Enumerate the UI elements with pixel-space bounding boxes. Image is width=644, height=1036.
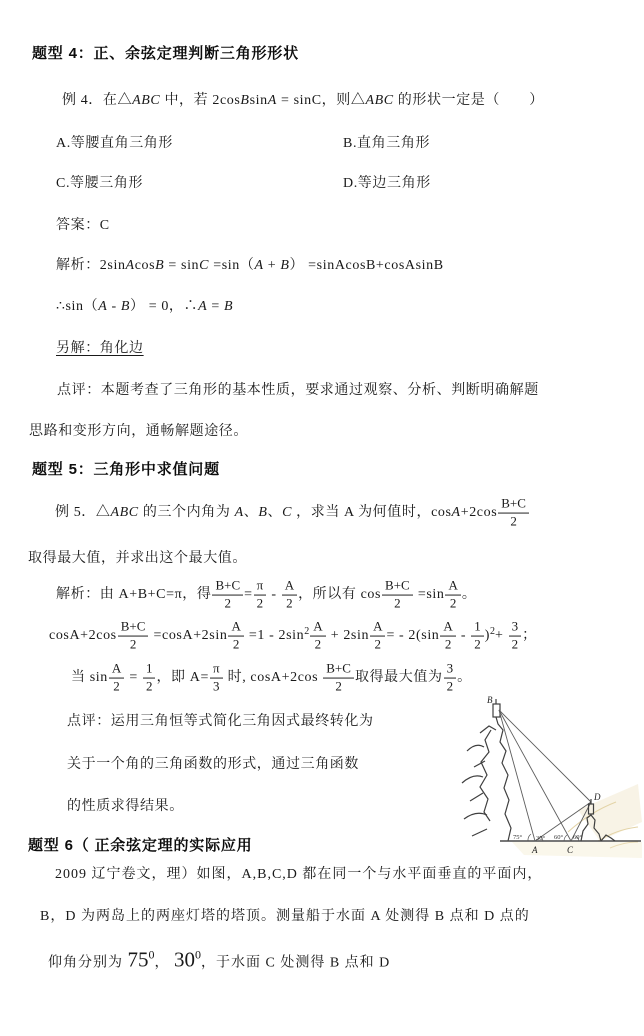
cliff-sketch [462,699,511,841]
sec4-option-c: C.等腰三角形 [56,176,144,191]
angle-30: 30° [536,835,546,842]
sec5-comment-line1: 点评：运用三角恒等式简化三角因式最终转化为 [67,714,374,729]
sight-lines-from-b [499,710,591,841]
label-d: D [594,792,601,802]
sec4-example: 例 4．在△ABC 中，若 2cosBsinA = sinC，则△ABC 的形状一定是（ ） [62,93,544,108]
sec4-comment-line1: 点评：本题考查了三角形的基本性质，要求通过观察、分析、判断明确解题 [57,383,539,398]
label-c: C [567,845,574,855]
sec5-analysis-line1: 解析：由 A+B+C=π，得 $\frac{B+C}{2}$ = $\frac{\pi}{2}$ - $\frac{A}{2}$ ，所以有 cos $\frac{B+C}{2}$ =sin $\frac{A}{2}$ 。 [56,577,477,611]
sec5-analysis-line2: cosA+2cos $\frac{B+C}{2}$ =cosA+2sin $\frac{A}{2}$ $=1 - 2\sin^2$ $\frac{A}{2}$ + 2sin $\frac{A}{2}$ = - 2(sin $\frac{A}{2}$ - $\frac{1}{2}$ )$^2$+ $\frac{3}{2}$ ； [49,618,537,652]
sec4-heading: 题型 4：正、余弦定理判断三角形形状 [32,45,299,62]
label-a: A [532,845,538,855]
sec6-heading: 题型 6（ 正余弦定理的实际应用 [28,837,253,854]
sec5-comment-line3: 的性质求得结果。 [67,799,184,814]
sec5-heading: 题型 5：三角形中求值问题 [32,461,220,478]
sec6-para-line1: 2009 辽宁卷文，理）如图，A,B,C,D 都在同一个与水平面垂直的平面内， [55,867,543,882]
sec5-comment-line2: 关于一个角的三角函数的形式，通过三角函数 [67,757,359,772]
measurement-diagram [450,690,644,862]
sec4-option-d: D.等边三角形 [343,176,431,191]
sec4-analysis-line2: ∴sin（A - B） = 0，∴A = B [56,299,234,314]
sec6-para-line2: B，D 为两岛上的两座灯塔的塔顶。测量船于水面 A 处测得 B 点和 D 点的 [40,909,530,924]
sec4-option-a: A.等腰直角三角形 [56,136,174,151]
sec5-example-cont: 取得最大值，并求出这个最大值。 [28,551,247,566]
sec4-option-b: B.直角三角形 [343,136,431,151]
label-b: B [487,695,493,705]
sec5-example: 例 5．△ABC 的三个内角为 A、B、C ，求当 A 为何值时，cosA+2cos $\frac{B+C}{2}$ [55,497,530,530]
sec6-para-line3: 仰角分别为 750， 300，于水面 C 处测得 B 点和 D [48,947,391,972]
angle-60-right: 60° [573,834,583,841]
sec4-comment-line2: 思路和变形方向，通畅解题途径。 [29,424,248,439]
angle-75: 75° [513,834,523,841]
sec4-answer: 答案：C [56,218,110,233]
angle-60-left: 60° [554,834,564,841]
sec5-analysis-line3: 当 sin $\frac{A}{2}$ = $\frac{1}{2}$ ，即 A= $\frac{\pi}{3}$ 时, cosA+2cos $\frac{B+C}{2}$ 取得最大值为 $\frac{3}{2}$ 。 [71,660,472,694]
sec4-analysis-line1: 解析：2sinAcosB = sinC =sin（A + B） =sinAcosB+cosAsinB [56,258,444,273]
sec4-alt-solution: 另解：角化边 [56,341,144,356]
